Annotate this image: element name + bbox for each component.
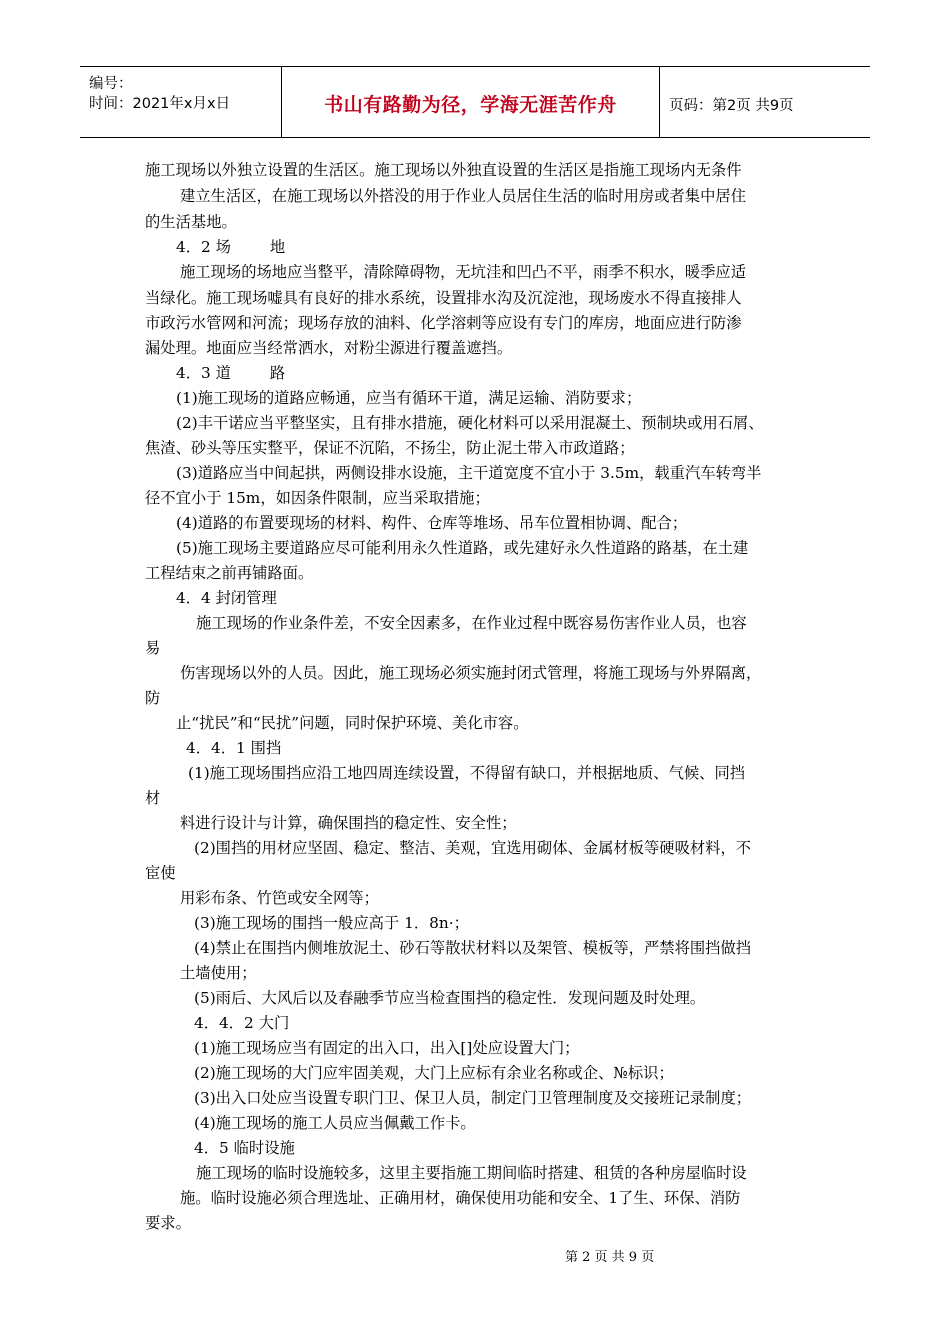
body-line: 用彩布条、竹笆或安全网等； [180, 889, 379, 907]
document-time-label: 时间：2021年x月x日 [89, 96, 231, 112]
body-line: (3)道路应当中间起拱，两侧设排水设施，主干道宽度不宜小于 3.5m，载重汽车转弯半 [176, 464, 762, 482]
body-line: 材 [145, 789, 161, 807]
body-line: 焦渣、砂头等压实整平，保证不沉陷，不扬尘，防止泥土带入市政道路； [145, 439, 635, 457]
body-line: 施工现场的场地应当整平，清除障碍物，无坑洼和凹凸不平，雨季不积水，暖季应适 [180, 263, 746, 281]
footer-page-number: 第 2 页 共 9 页 [565, 1250, 655, 1265]
header-page-cell [660, 67, 870, 137]
header-motto-cell [282, 67, 660, 137]
body-line: (4)施工现场的施工人员应当佩戴工作卡。 [194, 1114, 476, 1132]
body-line: 土墙使用； [180, 964, 257, 982]
body-line: 伤害现场以外的人员。因此，施工现场必须实施封闭式管理，将施工现场与外界隔离， [180, 664, 762, 682]
body-line: 的生活基地。 [145, 213, 237, 231]
body-line: (2)丰干诺应当平整坚实，且有排水措施，硬化材料可以采用混凝土、预制块或用石屑、 [176, 414, 764, 432]
section-heading: 4．4．1 围挡 [186, 739, 282, 757]
body-line: 宦使 [145, 864, 176, 882]
body-line: (4)道路的布置要现场的材料、构件、仓库等堆场、吊车位置相协调、配合； [176, 514, 688, 532]
body-line: (2)施工现场的大门应牢固美观，大门上应标有余业名称或企、№标识； [194, 1064, 674, 1082]
body-line: (3)施工现场的围挡一般应高于 1．8n·； [194, 914, 469, 932]
body-line: (5)雨后、大风后以及春融季节应当检查围挡的稳定性．发现问题及时处理。 [194, 989, 706, 1007]
body-line: (1)施工现场的道路应畅通，应当有循环干道，满足运输、消防要求； [176, 389, 642, 407]
body-line: 漏处理。地面应当经常洒水，对粉尘源进行覆盖遮挡。 [145, 339, 513, 357]
body-line: 径不宜小于 15m，如因条件限制，应当采取措施； [145, 489, 490, 507]
document-number-label: 编号： [89, 76, 133, 92]
section-heading: 4．3 道 路 [176, 364, 286, 382]
body-line: 料进行设计与计算，确保围挡的稳定性、安全性； [180, 814, 517, 832]
header-motto: 书山有路勤为径，学海无涯苦作舟 [324, 94, 617, 116]
body-line: 工程结束之前再铺路面。 [145, 564, 314, 582]
body-line: 施。临时设施必须合理选址、正确用材，确保使用功能和安全、1了生、环保、消防 [180, 1189, 741, 1207]
body-line: (4)禁止在围挡内侧堆放泥土、砂石等散状材料以及架管、模板等，严禁将围挡做挡 [194, 939, 752, 957]
body-line: 易 [145, 639, 161, 657]
body-line: 止“扰民”和“民扰”问题，同时保护环境、美化市容。 [176, 714, 529, 732]
body-line: 建立生活区，在施工现场以外搭没的用于作业人员居住生活的临时用房或者集中居住 [180, 187, 746, 205]
section-heading: 4．2 场 地 [176, 238, 286, 256]
body-line: 市政污水管网和河流；现场存放的油料、化学溶剌等应设有专门的库房，地面应进行防渗 [145, 314, 742, 332]
body-line: (2)围挡的用材应坚固、稳定、整洁、美观，宜选用砌体、金属材板等硬吸材料，不 [194, 839, 752, 857]
body-line: 防 [145, 689, 161, 707]
page-header [80, 66, 870, 138]
section-heading: 4．5 临时设施 [194, 1139, 295, 1157]
body-line: (1)施工现场应当有固定的出入口，出入[]处应设置大门； [194, 1039, 580, 1057]
body-line: (3)出入口处应当设置专职门卫、保卫人员，制定门卫管理制度及交接班记录制度； [194, 1089, 752, 1107]
section-heading: 4．4．2 大门 [194, 1014, 290, 1032]
body-line: (5)施工现场主要道路应尽可能利用永久性道路，或先建好永久性道路的路基，在土建 [176, 539, 749, 557]
body-line: 施工现场的作业条件差，不安全因素多，在作业过程中既容易伤害作业人员，也容 [196, 614, 747, 632]
section-heading: 4．4 封闭管理 [176, 589, 277, 607]
body-line: 施工现场的临时设施较多，这里主要指施工期间临时搭建、租赁的各种房屋临时设 [196, 1164, 747, 1182]
body-line: 当绿化。施工现场嘘具有良好的排水系统，设置排水沟及沉淀池，现场废水不得直接排人 [145, 289, 742, 307]
body-line: 要求。 [145, 1214, 191, 1232]
body-line: (1)施工现场围挡应沿工地四周连续设置，不得留有缺口，并根据地质、气候、同挡 [188, 764, 746, 782]
header-page-number: 页码：第2页 共9页 [669, 98, 794, 114]
header-info-cell [80, 67, 282, 137]
body-line: 施工现场以外独立设置的生活区。施工现场以外独直设置的生活区是指施工现场内无条件 [145, 161, 742, 179]
